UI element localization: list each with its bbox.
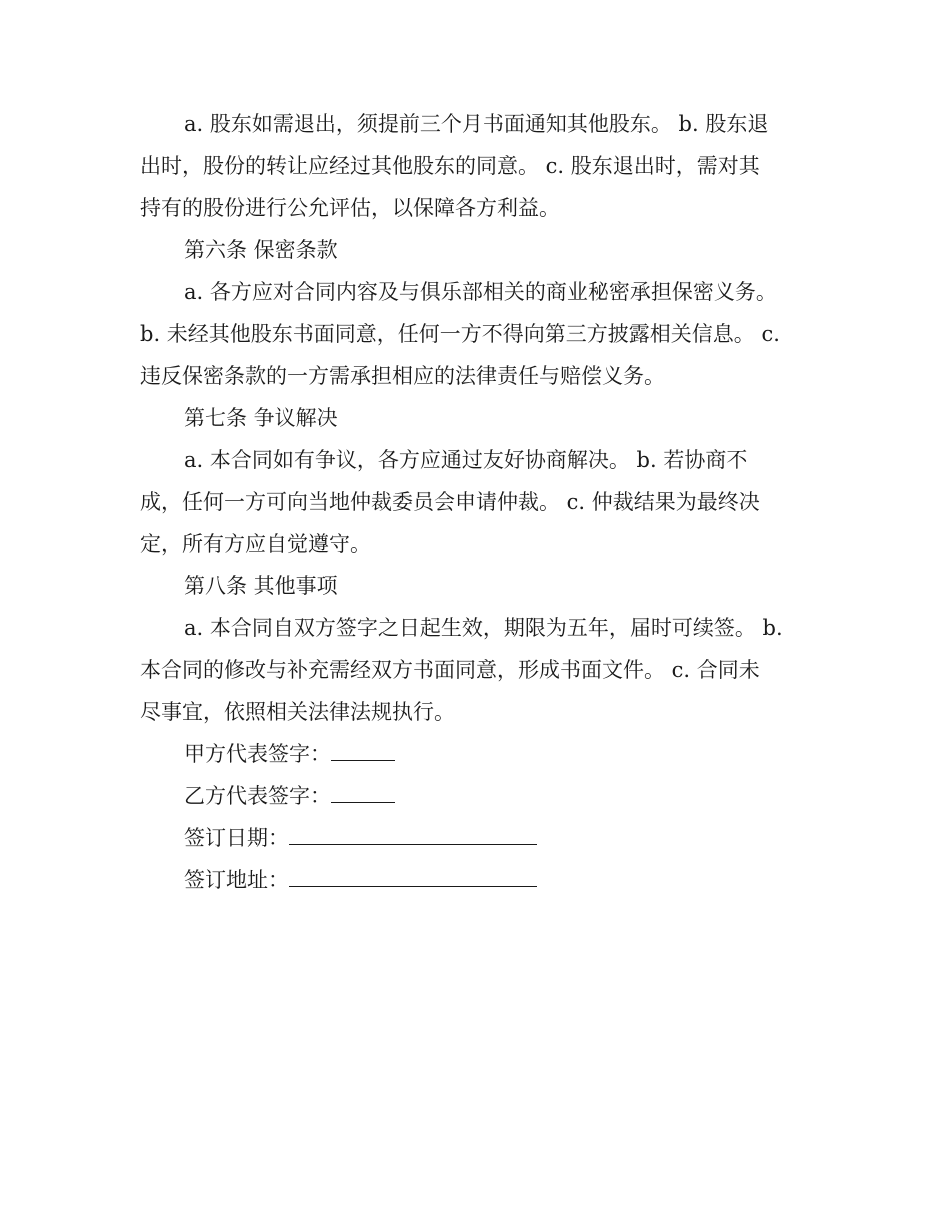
- section-8-heading: 第八条 其他事项: [184, 574, 338, 598]
- section-6-clauses: [140, 271, 820, 397]
- paragraph-line: 成，任何一方可向当地仲裁委员会申请仲裁。 c. 仲裁结果为最终决: [140, 490, 760, 514]
- paragraph-line: 本合同的修改与补充需经双方书面同意，形成书面文件。 c. 合同未: [140, 658, 760, 682]
- party-b-signature-blank[interactable]: [331, 784, 395, 803]
- section-7-heading: 第七条 争议解决: [184, 406, 338, 430]
- signing-date-blank[interactable]: [289, 826, 537, 845]
- paragraph-line: 出时，股份的转让应经过其他股东的同意。 c. 股东退出时，需对其: [140, 154, 760, 178]
- section-6-heading: 第六条 保密条款: [184, 238, 338, 262]
- signing-address-blank[interactable]: [289, 868, 537, 887]
- party-b-signature: [140, 775, 820, 817]
- signing-date-label: 签订日期：: [184, 826, 289, 850]
- section-8-clauses: [140, 607, 820, 733]
- paragraph-line: b. 未经其他股东书面同意，任何一方不得向第三方披露相关信息。 c.: [140, 322, 780, 346]
- paragraph-line: a. 股东如需退出，须提前三个月书面通知其他股东。 b. 股东退: [184, 112, 769, 136]
- paragraph-line: 持有的股份进行公允评估，以保障各方利益。: [140, 196, 560, 220]
- contract-page: [140, 103, 820, 901]
- party-b-signature-label: 乙方代表签字：: [184, 784, 331, 808]
- paragraph-line: a. 本合同自双方签字之日起生效，期限为五年，届时可续签。 b.: [184, 616, 783, 640]
- section-7-clauses: [140, 439, 820, 565]
- section-5-clauses: [140, 103, 820, 229]
- signing-address: [140, 859, 820, 901]
- paragraph-line: a. 各方应对合同内容及与俱乐部相关的商业秘密承担保密义务。: [184, 280, 777, 304]
- signing-date: [140, 817, 820, 859]
- paragraph-line: 定，所有方应自觉遵守。: [140, 532, 371, 556]
- party-a-signature: [140, 733, 820, 775]
- paragraph-line: 违反保密条款的一方需承担相应的法律责任与赔偿义务。: [140, 364, 665, 388]
- party-a-signature-blank[interactable]: [331, 742, 395, 761]
- paragraph-line: a. 本合同如有争议，各方应通过友好协商解决。 b. 若协商不: [184, 448, 748, 472]
- paragraph-line: 尽事宜，依照相关法律法规执行。: [140, 700, 455, 724]
- signing-address-label: 签订地址：: [184, 868, 289, 892]
- party-a-signature-label: 甲方代表签字：: [184, 742, 331, 766]
